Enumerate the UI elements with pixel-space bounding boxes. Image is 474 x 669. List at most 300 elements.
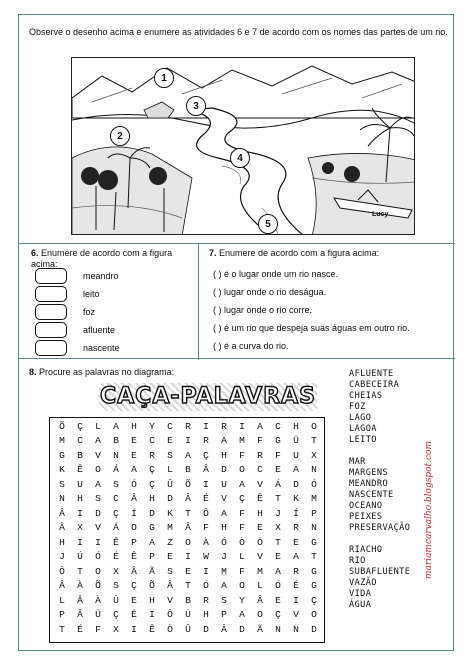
- grid-letter[interactable]: Â: [131, 493, 137, 505]
- q7-title: Enumere de acordo com a figura acima:: [219, 248, 380, 258]
- grid-letter[interactable]: Í: [131, 507, 137, 519]
- grid-row: [53, 492, 323, 507]
- grid-letter[interactable]: É: [131, 609, 137, 621]
- grid-letter[interactable]: N: [275, 623, 281, 635]
- grid-letter[interactable]: E: [131, 594, 137, 606]
- grid-letter[interactable]: A: [185, 449, 191, 461]
- grid-letter[interactable]: S: [167, 449, 173, 461]
- grid-letter[interactable]: Õ: [95, 580, 101, 592]
- grid-letter[interactable]: Â: [185, 522, 191, 534]
- grid-letter[interactable]: H: [293, 420, 299, 432]
- grid-letter[interactable]: S: [59, 478, 65, 490]
- q6-option-label: nascente: [83, 343, 120, 353]
- grid-letter[interactable]: E: [167, 435, 173, 447]
- q6-option-row: [35, 322, 195, 340]
- grid-letter[interactable]: F: [239, 565, 245, 577]
- grid-letter[interactable]: V: [167, 594, 173, 606]
- svg-text:Lucy: Lucy: [372, 211, 389, 218]
- grid-letter[interactable]: Ê: [77, 464, 83, 476]
- q6-option-label: foz: [83, 307, 96, 317]
- grid-letter[interactable]: G: [149, 522, 155, 534]
- grid-letter[interactable]: Ò: [239, 536, 245, 548]
- grid-letter[interactable]: Â: [221, 623, 227, 635]
- grid-letter[interactable]: L: [257, 580, 263, 592]
- grid-row: [53, 463, 323, 478]
- grid-letter[interactable]: I: [293, 594, 299, 606]
- grid-letter[interactable]: A: [221, 580, 227, 592]
- grid-letter[interactable]: Ó: [311, 478, 317, 490]
- grid-letter[interactable]: E: [185, 565, 191, 577]
- grid-letter[interactable]: D: [167, 493, 173, 505]
- grid-row: [53, 535, 323, 550]
- grid-letter[interactable]: A: [275, 565, 281, 577]
- word-list-item: OCEANO: [349, 501, 383, 511]
- grid-letter[interactable]: Ç: [113, 507, 119, 519]
- grid-letter[interactable]: Â: [257, 594, 263, 606]
- grid-letter[interactable]: Á: [113, 522, 119, 534]
- grid-letter[interactable]: H: [149, 594, 155, 606]
- grid-letter[interactable]: F: [239, 507, 245, 519]
- word-list-item: [349, 534, 429, 545]
- answer-box[interactable]: [35, 322, 67, 338]
- word-list-item: AFLUENTE: [349, 369, 394, 379]
- q6-option-row: [35, 340, 195, 358]
- grid-letter[interactable]: Â: [167, 580, 173, 592]
- grid-letter[interactable]: Ó: [131, 478, 137, 490]
- grid-letter[interactable]: B: [185, 464, 191, 476]
- grid-letter[interactable]: P: [149, 551, 155, 563]
- grid-letter[interactable]: I: [239, 420, 245, 432]
- grid-row: [53, 506, 323, 521]
- grid-letter[interactable]: H: [149, 493, 155, 505]
- grid-letter[interactable]: A: [149, 536, 155, 548]
- grid-letter[interactable]: K: [167, 507, 173, 519]
- grid-letter[interactable]: Ó: [275, 580, 281, 592]
- grid-letter[interactable]: Â: [77, 594, 83, 606]
- grid-letter[interactable]: E: [275, 464, 281, 476]
- grid-letter[interactable]: Õ: [149, 580, 155, 592]
- grid-letter[interactable]: Ç: [149, 464, 155, 476]
- grid-row: [53, 608, 323, 623]
- q8-title: Procure as palavras no diagrama:: [39, 367, 175, 377]
- grid-letter[interactable]: I: [77, 536, 83, 548]
- word-list-item: MARGENS: [349, 468, 389, 478]
- grid-letter[interactable]: Ç: [203, 449, 209, 461]
- grid-letter[interactable]: Ç: [113, 609, 119, 621]
- grid-letter[interactable]: F: [203, 522, 209, 534]
- grid-letter[interactable]: H: [59, 536, 65, 548]
- grid-letter[interactable]: Ê: [149, 623, 155, 635]
- grid-letter[interactable]: Â: [59, 580, 65, 592]
- grid-letter[interactable]: Y: [239, 594, 245, 606]
- grid-letter[interactable]: E: [167, 551, 173, 563]
- grid-letter[interactable]: Ü: [95, 609, 101, 621]
- grid-letter[interactable]: D: [293, 478, 299, 490]
- grid-letter[interactable]: E: [131, 435, 137, 447]
- grid-letter[interactable]: Ê: [131, 551, 137, 563]
- grid-letter[interactable]: F: [257, 435, 263, 447]
- word-list: [349, 369, 429, 611]
- word-search-grid: [49, 417, 325, 643]
- marker-1: 1: [154, 68, 174, 88]
- grid-letter[interactable]: G: [311, 565, 317, 577]
- grid-letter[interactable]: Í: [293, 507, 299, 519]
- grid-letter[interactable]: Õ: [185, 478, 191, 490]
- grid-letter[interactable]: É: [77, 623, 83, 635]
- q7-statement[interactable]: ( ) lugar onde o rio deságua.: [213, 287, 327, 297]
- grid-row: [53, 550, 323, 565]
- grid-letter[interactable]: X: [275, 522, 281, 534]
- grid-letter[interactable]: R: [257, 449, 263, 461]
- grid-letter[interactable]: K: [59, 464, 65, 476]
- grid-letter[interactable]: N: [59, 493, 65, 505]
- grid-letter[interactable]: B: [113, 435, 119, 447]
- grid-letter[interactable]: N: [113, 449, 119, 461]
- grid-letter[interactable]: M: [221, 565, 227, 577]
- grid-letter[interactable]: J: [59, 551, 65, 563]
- grid-letter[interactable]: A: [293, 464, 299, 476]
- river-illustration: [71, 57, 415, 235]
- grid-letter[interactable]: H: [257, 507, 263, 519]
- grid-letter[interactable]: E: [257, 522, 263, 534]
- grid-row: [53, 564, 323, 579]
- grid-letter[interactable]: O: [239, 464, 245, 476]
- grid-letter[interactable]: C: [275, 420, 281, 432]
- grid-letter[interactable]: S: [95, 493, 101, 505]
- word-list-item: MEANDRO: [349, 479, 389, 489]
- word-list-item: LAGO: [349, 413, 372, 423]
- grid-letter[interactable]: Â: [185, 493, 191, 505]
- grid-letter[interactable]: Ò: [167, 623, 173, 635]
- grid-letter[interactable]: Ó: [95, 551, 101, 563]
- grid-row: [53, 521, 323, 536]
- q7-statement[interactable]: ( ) é o lugar onde um rio nasce.: [213, 269, 339, 279]
- grid-letter[interactable]: Ú: [77, 551, 83, 563]
- grid-letter[interactable]: V: [221, 493, 227, 505]
- grid-letter[interactable]: X: [113, 623, 119, 635]
- grid-letter[interactable]: T: [77, 565, 83, 577]
- grid-letter[interactable]: N: [293, 623, 299, 635]
- grid-letter[interactable]: F: [95, 623, 101, 635]
- word-list-item: LEITO: [349, 435, 377, 445]
- grid-letter[interactable]: Ã: [149, 565, 155, 577]
- grid-letter[interactable]: C: [149, 435, 155, 447]
- marker-4: 4: [230, 148, 250, 168]
- grid-letter[interactable]: D: [239, 623, 245, 635]
- q7-statement[interactable]: ( ) é um rio que despeja suas águas em outro rio.: [213, 323, 410, 333]
- grid-letter[interactable]: À: [203, 536, 209, 548]
- marker-2: 2: [110, 126, 130, 146]
- grid-letter[interactable]: I: [95, 536, 101, 548]
- grid-letter[interactable]: Â: [131, 565, 137, 577]
- grid-letter[interactable]: M: [257, 565, 263, 577]
- grid-letter[interactable]: G: [311, 580, 317, 592]
- grid-letter[interactable]: Ç: [311, 594, 317, 606]
- grid-letter[interactable]: Ó: [221, 536, 227, 548]
- grid-letter[interactable]: Û: [167, 478, 173, 490]
- grid-letter[interactable]: V: [95, 449, 101, 461]
- grid-letter[interactable]: O: [95, 464, 101, 476]
- grid-letter[interactable]: P: [131, 536, 137, 548]
- grid-letter[interactable]: S: [167, 565, 173, 577]
- grid-letter[interactable]: H: [131, 420, 137, 432]
- grid-letter[interactable]: Ô: [59, 565, 65, 577]
- grid-letter[interactable]: I: [203, 478, 209, 490]
- grid-letter[interactable]: Õ: [59, 420, 65, 432]
- grid-letter[interactable]: C: [257, 464, 263, 476]
- grid-letter[interactable]: Ê: [113, 536, 119, 548]
- q7-statement[interactable]: ( ) é a curva do rio.: [213, 341, 289, 351]
- grid-letter[interactable]: A: [293, 551, 299, 563]
- word-list-item: RIO: [349, 556, 366, 566]
- grid-letter[interactable]: I: [131, 623, 137, 635]
- grid-letter[interactable]: I: [185, 551, 191, 563]
- grid-letter[interactable]: R: [203, 435, 209, 447]
- q6-option-row: [35, 268, 195, 286]
- grid-letter[interactable]: C: [167, 420, 173, 432]
- grid-letter[interactable]: E: [275, 551, 281, 563]
- grid-letter[interactable]: I: [185, 435, 191, 447]
- grid-letter[interactable]: Ç: [149, 478, 155, 490]
- grid-letter[interactable]: É: [203, 493, 209, 505]
- grid-letter[interactable]: K: [293, 493, 299, 505]
- grid-row: [53, 579, 323, 594]
- grid-letter[interactable]: C: [77, 435, 83, 447]
- grid-letter[interactable]: I: [77, 507, 83, 519]
- grid-letter[interactable]: T: [311, 435, 317, 447]
- grid-letter[interactable]: D: [149, 507, 155, 519]
- word-list-item: VIDA: [349, 589, 372, 599]
- grid-letter[interactable]: I: [149, 609, 155, 621]
- intro-instructions: Observe o desenho acima e enumere as atividades 6 e 7 de acordo com os nomes das partes de um rio.: [29, 27, 448, 37]
- grid-letter[interactable]: Â: [59, 507, 65, 519]
- q7-statement[interactable]: ( ) lugar onde o rio corre.: [213, 305, 313, 315]
- grid-letter[interactable]: O: [311, 420, 317, 432]
- grid-letter[interactable]: L: [239, 551, 245, 563]
- q6-title: Enumere de acordo com a figura acima:: [31, 248, 173, 269]
- grid-letter[interactable]: D: [203, 623, 209, 635]
- word-list-item: [349, 446, 429, 457]
- grid-letter[interactable]: Ê: [257, 493, 263, 505]
- grid-letter[interactable]: L: [59, 594, 65, 606]
- grid-letter[interactable]: F: [239, 449, 245, 461]
- grid-letter[interactable]: U: [221, 478, 227, 490]
- grid-letter[interactable]: À: [95, 594, 101, 606]
- grid-letter[interactable]: Û: [185, 623, 191, 635]
- grid-letter[interactable]: T: [185, 580, 191, 592]
- grid-letter[interactable]: T: [275, 536, 281, 548]
- grid-letter[interactable]: V: [257, 551, 263, 563]
- letter-grid: [53, 419, 323, 637]
- grid-letter[interactable]: A: [113, 420, 119, 432]
- grid-letter[interactable]: O: [185, 536, 191, 548]
- grid-letter[interactable]: J: [275, 507, 281, 519]
- answer-box[interactable]: [35, 340, 67, 356]
- grid-letter[interactable]: R: [185, 420, 191, 432]
- grid-letter[interactable]: É: [293, 580, 299, 592]
- grid-letter[interactable]: M: [311, 493, 317, 505]
- grid-letter[interactable]: W: [203, 551, 209, 563]
- grid-letter[interactable]: E: [293, 536, 299, 548]
- word-list-item: SUBAFLUENTE: [349, 567, 411, 577]
- q6-option-label: afluente: [83, 325, 116, 335]
- word-list-item: PEIXES: [349, 512, 383, 522]
- answer-box[interactable]: [35, 286, 67, 302]
- grid-letter[interactable]: H: [221, 522, 227, 534]
- grid-letter[interactable]: Ç: [77, 420, 83, 432]
- q8-number: 8.: [29, 367, 37, 377]
- grid-letter[interactable]: Ç: [131, 580, 137, 592]
- grid-letter[interactable]: E: [275, 594, 281, 606]
- word-list-item: CHEIAS: [349, 391, 383, 401]
- grid-letter[interactable]: P: [311, 507, 317, 519]
- grid-letter[interactable]: Â: [203, 464, 209, 476]
- grid-letter[interactable]: A: [239, 609, 245, 621]
- grid-letter[interactable]: N: [311, 464, 317, 476]
- question-6: [27, 244, 199, 360]
- worksheet-page: [18, 14, 454, 651]
- grid-letter[interactable]: E: [131, 449, 137, 461]
- grid-letter[interactable]: U: [77, 478, 83, 490]
- grid-letter[interactable]: L: [95, 420, 101, 432]
- grid-letter[interactable]: B: [185, 594, 191, 606]
- grid-letter[interactable]: S: [113, 580, 119, 592]
- grid-letter[interactable]: Ô: [167, 609, 173, 621]
- grid-letter[interactable]: Á: [275, 478, 281, 490]
- question-8: [29, 367, 174, 377]
- grid-letter[interactable]: T: [185, 507, 191, 519]
- grid-letter[interactable]: R: [293, 565, 299, 577]
- answer-box[interactable]: [35, 268, 67, 284]
- grid-letter[interactable]: M: [59, 435, 65, 447]
- grid-letter[interactable]: O: [131, 522, 137, 534]
- grid-letter[interactable]: F: [239, 522, 245, 534]
- q6-number: 6.: [31, 248, 39, 258]
- grid-letter[interactable]: U: [293, 449, 299, 461]
- grid-letter[interactable]: J: [221, 551, 227, 563]
- grid-letter[interactable]: Â: [59, 522, 65, 534]
- word-list-item: PRESERVAÇÃO: [349, 523, 411, 533]
- grid-letter[interactable]: Ç: [275, 609, 281, 621]
- grid-letter[interactable]: A: [239, 478, 245, 490]
- grid-letter[interactable]: A: [257, 420, 263, 432]
- grid-letter[interactable]: A: [221, 507, 227, 519]
- grid-letter[interactable]: G: [59, 449, 65, 461]
- grid-letter[interactable]: L: [167, 464, 173, 476]
- banner-title: CAÇA-PALAVRAS: [100, 384, 316, 409]
- grid-letter[interactable]: M: [239, 435, 245, 447]
- grid-letter[interactable]: H: [221, 449, 227, 461]
- questions-6-7: [19, 243, 455, 359]
- grid-letter[interactable]: O: [257, 609, 263, 621]
- grid-letter[interactable]: Ç: [239, 493, 245, 505]
- grid-row: [53, 419, 323, 434]
- blog-url: mariamcarvalho.blogspot.com: [424, 440, 434, 580]
- grid-letter[interactable]: A: [221, 435, 227, 447]
- grid-letter[interactable]: T: [59, 623, 65, 635]
- word-list-item: VAZÃO: [349, 578, 377, 588]
- word-list-item: CABECEIRA: [349, 380, 400, 390]
- river-landscape-drawing: [72, 58, 415, 235]
- grid-letter[interactable]: P: [59, 609, 65, 621]
- grid-letter[interactable]: A: [95, 435, 101, 447]
- grid-letter[interactable]: G: [275, 435, 281, 447]
- grid-letter[interactable]: S: [113, 478, 119, 490]
- grid-letter[interactable]: É: [113, 551, 119, 563]
- grid-letter[interactable]: R: [203, 594, 209, 606]
- grid-letter[interactable]: X: [77, 522, 83, 534]
- grid-letter[interactable]: N: [311, 522, 317, 534]
- grid-letter[interactable]: B: [77, 449, 83, 461]
- grid-letter[interactable]: O: [95, 565, 101, 577]
- word-list-item: MAR: [349, 457, 366, 467]
- grid-letter[interactable]: T: [311, 551, 317, 563]
- grid-row: [53, 622, 323, 637]
- q7-number: 7.: [209, 248, 217, 258]
- grid-letter[interactable]: R: [293, 522, 299, 534]
- grid-letter[interactable]: P: [221, 609, 227, 621]
- grid-letter[interactable]: D: [221, 464, 227, 476]
- grid-letter[interactable]: Ü: [293, 435, 299, 447]
- grid-letter[interactable]: Ó: [203, 580, 209, 592]
- grid-letter[interactable]: Ô: [203, 507, 209, 519]
- grid-letter[interactable]: I: [203, 565, 209, 577]
- grid-letter[interactable]: G: [311, 536, 317, 548]
- word-list-item: RIACHO: [349, 545, 383, 555]
- grid-letter[interactable]: Ó: [257, 536, 263, 548]
- q6-option-row: [35, 304, 195, 322]
- grid-letter[interactable]: X: [311, 449, 317, 461]
- grid-letter[interactable]: X: [113, 565, 119, 577]
- grid-letter[interactable]: Á: [113, 464, 119, 476]
- marker-3: 3: [186, 96, 206, 116]
- grid-letter[interactable]: M: [167, 522, 173, 534]
- grid-letter[interactable]: R: [149, 449, 155, 461]
- grid-letter[interactable]: T: [275, 493, 281, 505]
- grid-letter[interactable]: C: [113, 493, 119, 505]
- grid-letter[interactable]: A: [131, 464, 137, 476]
- grid-letter[interactable]: H: [203, 609, 209, 621]
- grid-letter[interactable]: Â: [77, 609, 83, 621]
- grid-letter[interactable]: Z: [167, 536, 173, 548]
- grid-letter[interactable]: V: [95, 522, 101, 534]
- grid-row: [53, 434, 323, 449]
- word-list-item: FOZ: [349, 402, 366, 412]
- grid-letter[interactable]: D: [311, 623, 317, 635]
- q6-option-label: leito: [83, 289, 100, 299]
- grid-letter[interactable]: S: [221, 594, 227, 606]
- grid-letter[interactable]: V: [293, 609, 299, 621]
- grid-row: [53, 477, 323, 492]
- grid-letter[interactable]: A: [95, 478, 101, 490]
- grid-letter[interactable]: F: [275, 449, 281, 461]
- grid-row: [53, 593, 323, 608]
- grid-letter[interactable]: O: [311, 609, 317, 621]
- grid-letter[interactable]: O: [239, 580, 245, 592]
- grid-letter[interactable]: D: [95, 507, 101, 519]
- grid-letter[interactable]: À: [77, 580, 83, 592]
- grid-letter[interactable]: Ú: [185, 609, 191, 621]
- answer-box[interactable]: [35, 304, 67, 320]
- grid-letter[interactable]: I: [203, 420, 209, 432]
- grid-letter[interactable]: H: [77, 493, 83, 505]
- grid-letter[interactable]: Y: [149, 420, 155, 432]
- grid-letter[interactable]: Û: [113, 594, 119, 606]
- grid-letter[interactable]: V: [257, 478, 263, 490]
- grid-letter[interactable]: Ã: [257, 623, 263, 635]
- grid-letter[interactable]: R: [221, 420, 227, 432]
- word-list-item: NASCENTE: [349, 490, 394, 500]
